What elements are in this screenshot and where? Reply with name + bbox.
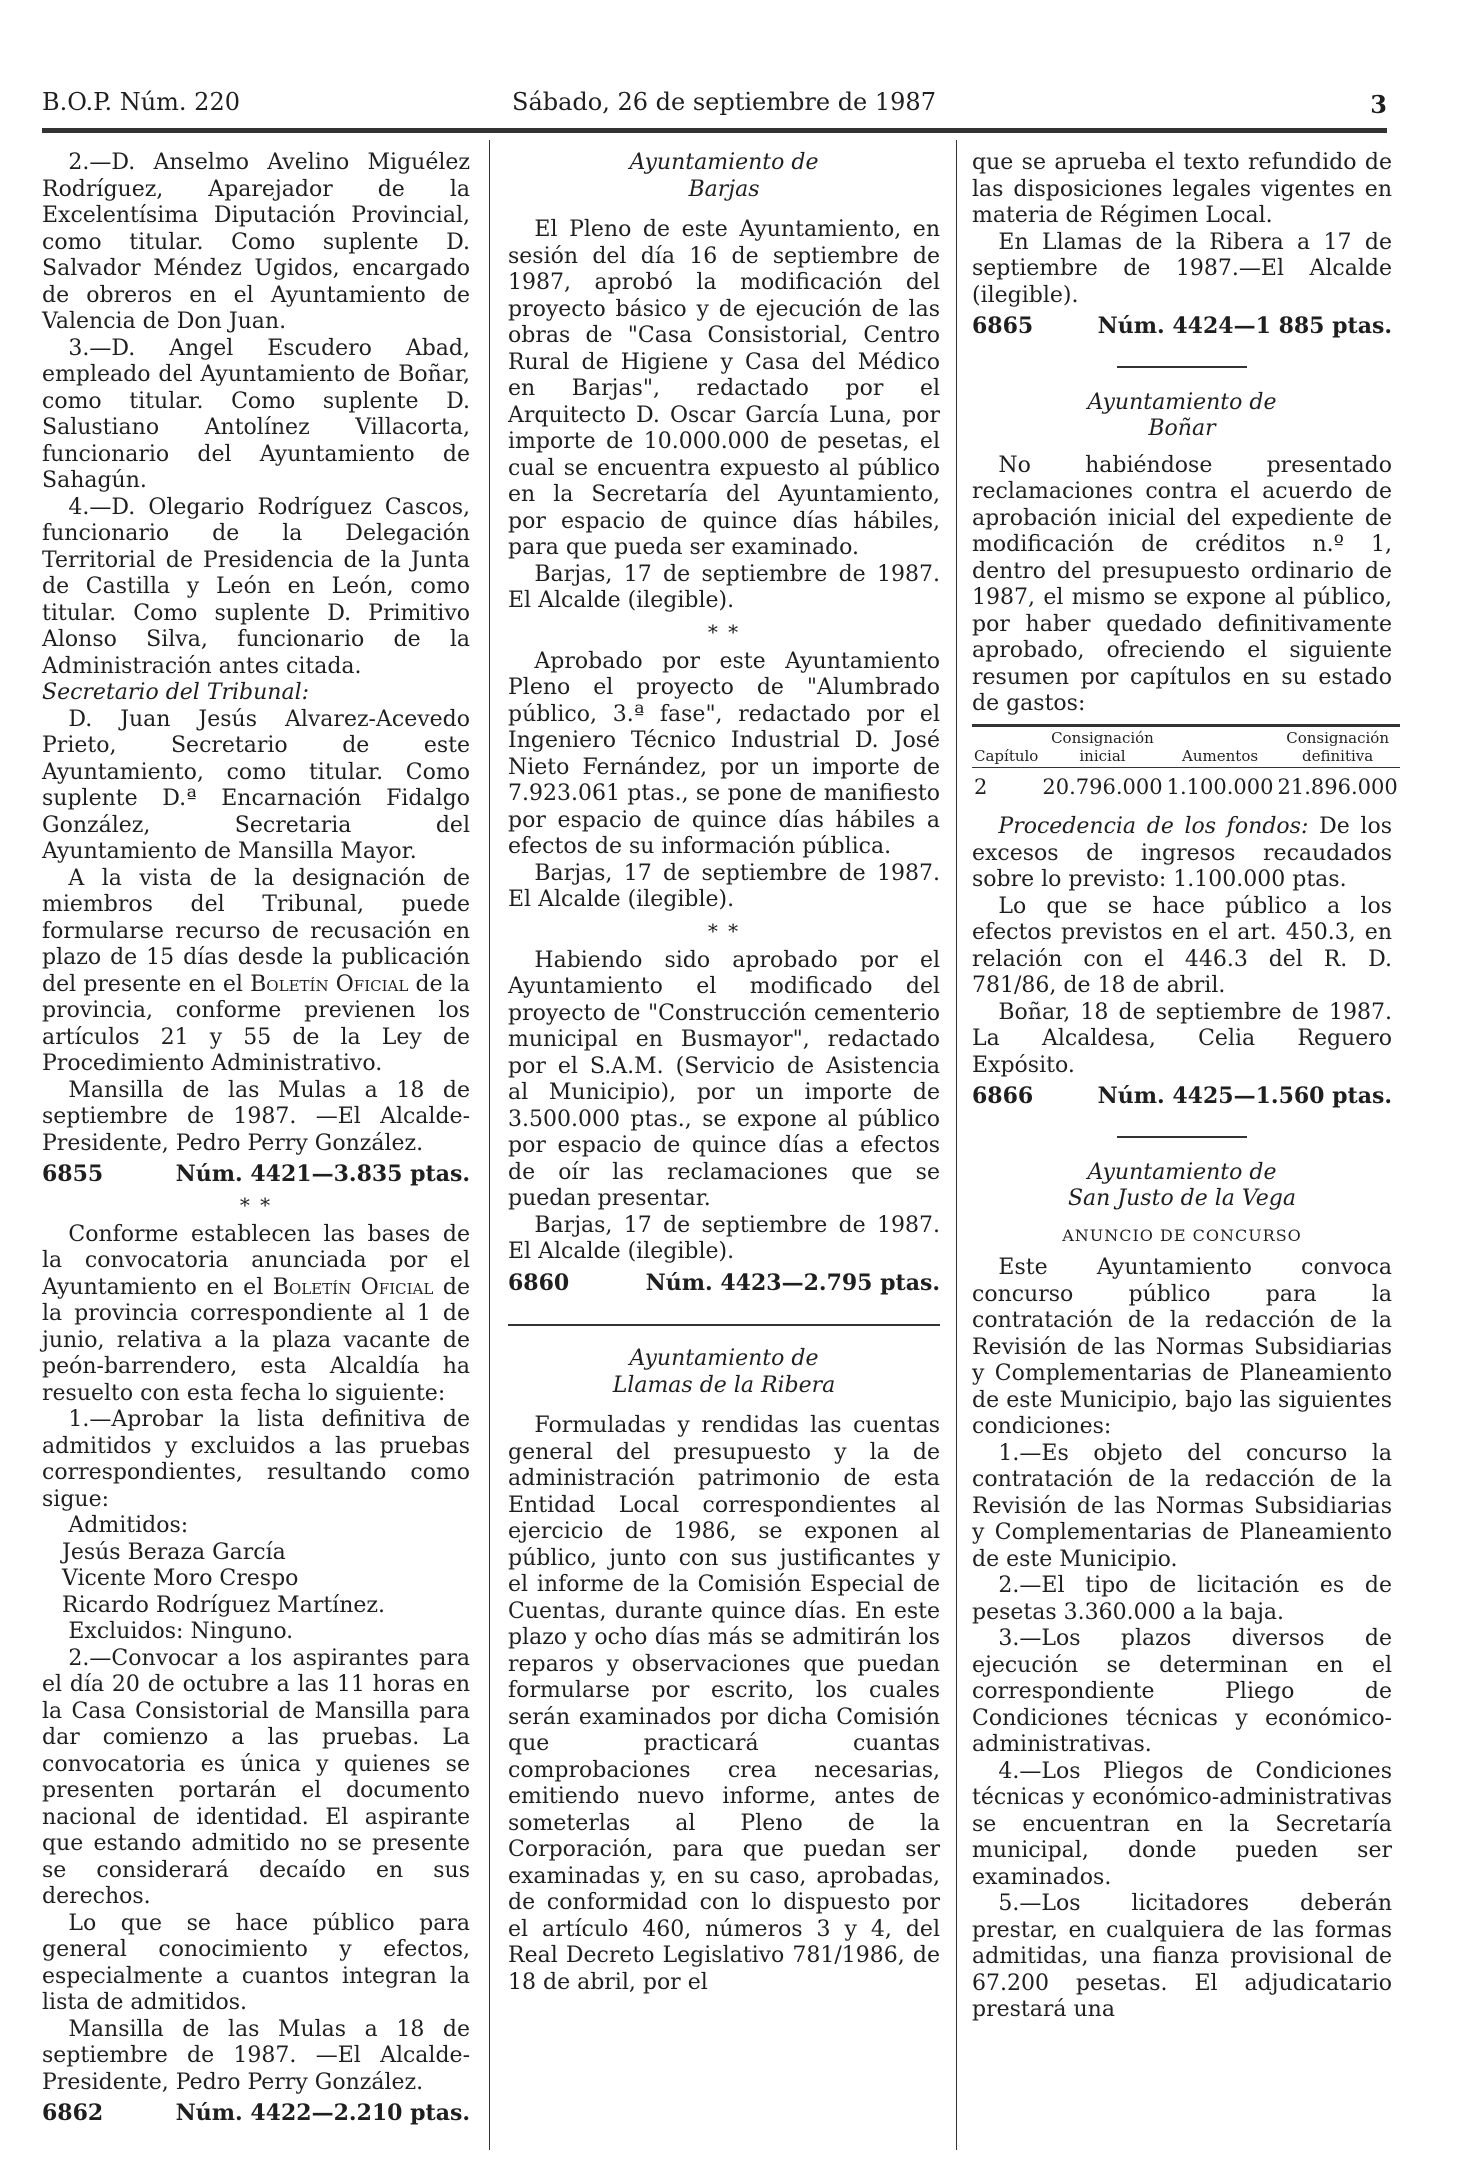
table-cell: 21.896.000 <box>1277 774 1398 799</box>
paragraph: 1.—Es objeto del concurso la contratación de la redacción de la Revisión de las Normas Subsidiarias y Complementarias de Planeamiento de este Municipio. <box>972 1440 1392 1572</box>
boletin-oficial: Boletín Oficial <box>250 971 409 997</box>
text-run: de la provincia, conforme previenen los artículos 21 y 55 de la Ley de Procedimiento Administrativo. <box>42 971 470 1076</box>
procedencia-label: Procedencia de los fondos: <box>998 814 1309 839</box>
entity-name: Boñar <box>1148 416 1216 441</box>
reference-fee: Núm. 4424—1 885 ptas. <box>1097 313 1392 339</box>
admitted-list <box>42 1540 470 1620</box>
entity-name: Barjas <box>688 176 760 202</box>
paragraph: 3.—D. Angel Escudero Abad, empleado del Ayuntamiento de Boñar, como titular. Como suplente D. Salustiano Antolínez Villacorta, funcionario del Ayuntamiento de Sahagún. <box>42 335 470 493</box>
section-divider <box>1117 366 1247 368</box>
notice-heading: ANUNCIO DE CONCURSO <box>1062 1225 1302 1245</box>
page-number: 3 <box>1370 90 1387 119</box>
reference-line <box>508 1270 940 1297</box>
budget-table <box>972 724 1400 807</box>
publication-date: Sábado, 26 de septiembre de 1987 <box>512 88 936 116</box>
signature: Boñar, 18 de septiembre de 1987. La Alcaldesa, Celia Reguero Expósito. <box>972 999 1392 1078</box>
entity-title: Ayuntamiento de <box>1087 1159 1277 1185</box>
paragraph <box>42 1222 470 1408</box>
paragraph <box>972 814 1392 894</box>
reference-line <box>42 2100 470 2127</box>
publication-number: B.O.P. Núm. 220 <box>42 88 240 116</box>
entity-name: San Justo de la Vega <box>1067 1186 1297 1211</box>
paragraph: Habiendo sido aprobado por el Ayuntamiento el modificado del proyecto de "Construcción cementerio municipal en Busmayor", redactado por el S.A.M. (Servicio de Asistencia al Municipio), por un importe de 3.500.000 ptas., se expone al público por espacio de quince días a efectos de oír las reclamaciones que se puedan presentar. <box>508 947 940 1211</box>
text-run: A la vista de la designación de miembros del Tribunal, puede formularse recurso de recusación en plazo de 15 días desde la publicación del presente en el <box>42 865 470 997</box>
reference-number: 6866 <box>972 1083 1034 1109</box>
table-header: Capítulo <box>974 746 1039 765</box>
entity-title: Ayuntamiento de <box>629 1346 819 1371</box>
paragraph: D. Juan Jesús Alvarez-Acevedo Prieto, Secretario de este Ayuntamiento, como titular. Como suplente D.ª Encarnación Fidalgo González, Secretaria del Ayuntamiento de Mansilla Mayor. <box>42 706 470 864</box>
section-divider <box>508 1324 940 1326</box>
table-cell: 1.100.000 <box>1166 774 1274 799</box>
column-3 <box>972 150 1398 2024</box>
boletin-oficial: Boletín Oficial <box>272 1274 434 1300</box>
section-divider <box>1117 1136 1247 1138</box>
reference-line <box>972 1083 1392 1110</box>
text-run: De los excesos de ingresos recaudados sobre lo previsto: 1.100.000 ptas. <box>972 814 1392 892</box>
table-cell: 20.796.000 <box>1042 774 1163 799</box>
entity-title: Ayuntamiento de <box>629 150 819 175</box>
secretario-label: Secretario del Tribunal: <box>42 680 310 705</box>
paragraph: Lo que se hace público para general conocimiento y efectos, especialmente a cuantos integran la lista de admitidos. <box>42 1910 470 2015</box>
excluidos: Excluidos: Ninguno. <box>68 1619 294 1644</box>
admitidos-label: Admitidos: <box>68 1513 189 1538</box>
paragraph: Formuladas y rendidas las cuentas general del presupuesto y la de administración patrimonio de esta Entidad Local correspondientes al ejercicio de 1986, se exponen al público, junto con sus justificantes y el informe de la Comisión Especial de Cuentas, durante quince días. En este plazo y ocho días más se admitirán los reparos y observaciones que puedan formularse por escrito, los cuales serán examinados por dicha Comisión que practicará cuantas comprobaciones crea necesarias, emitiendo nuevo informe, antes de someterlas al Pleno de la Corporación, para que puedan ser examinadas y, en su caso, aprobadas, de conformidad con lo dispuesto por el artículo 460, números 3 y 4, del Real Decreto Legislativo 781/1986, de 18 de abril, por el <box>508 1413 940 1995</box>
entity-name: Llamas de la Ribera <box>612 1372 836 1398</box>
header-rule <box>42 128 1387 133</box>
table-cell: 2 <box>974 774 988 799</box>
reference-fee: Núm. 4422—2.210 ptas. <box>175 2100 470 2126</box>
paragraph: Aprobado por este Ayuntamiento Pleno el proyecto de "Alumbrado público, 3.ª fase", redactado por el Ingeniero Técnico Industrial D. José Nieto Fernández, por un importe de 7.923.061 ptas., se pone de manifiesto por espacio de quince días hábiles a efectos de su información pública. <box>508 648 940 859</box>
table-header <box>1275 725 1399 767</box>
list-item: Ricardo Rodríguez Martínez. <box>62 1592 385 1618</box>
header-line: inicial <box>1079 746 1126 765</box>
paragraph: 2.—Convocar a los aspirantes para el día 20 de octubre a las 11 horas en la Casa Consistorial de Mansilla para dar comienzo a las pruebas. La convocatoria es única y quienes se presenten portarán el documento nacional de identidad. El aspirante que estando admitido no se presente se considerará decaído en sus derechos. <box>42 1645 470 1909</box>
paragraph: El Pleno de este Ayuntamiento, en sesión del día 16 de septiembre de 1987, aprobó la modificación del proyecto básico y de ejecución de las obras de "Casa Consistorial, Centro Rural de Higiene y Casa del Médico en Barjas", redactado por el Arquitecto D. Oscar García Luna, por importe de 10.000.000 de pesetas, el cual se encuentra expuesto al público en la Secretaría del Ayuntamiento, por espacio de quince días hábiles, para que pueda ser examinado. <box>508 217 940 560</box>
reference-number: 6855 <box>42 1161 104 1187</box>
list-item: Jesús Beraza García <box>62 1539 286 1565</box>
separator-stars: * * <box>707 918 741 943</box>
paragraph <box>42 866 470 1078</box>
text-run: Conforme establecen las bases de la convocatoria anunciada por el Ayuntamiento en el <box>42 1221 470 1300</box>
reference-line <box>972 313 1392 340</box>
signature: En Llamas de la Ribera a 17 de septiembre de 1987.—El Alcalde (ilegible). <box>972 229 1392 308</box>
signature: Mansilla de las Mulas a 18 de septiembre de 1987. —El Alcalde-Presidente, Pedro Perry González. <box>42 2016 470 2095</box>
paragraph: No habiéndose presentado reclamaciones contra el acuerdo de aprobación inicial del expediente de modificación de créditos n.º 1, dentro del presupuesto ordinario de 1987, el mismo se expone al público, por haber quedado definitivamente aprobado, ofreciendo el siguiente resumen por capítulos en su estado de gastos: <box>972 452 1392 716</box>
separator-stars: * * <box>239 1192 273 1217</box>
paragraph: 4.—D. Olegario Rodríguez Cascos, funcionario de la Delegación Territorial de Presidencia de la Junta de Castilla y León en León, como titular. Como suplente D. Primitivo Alonso Silva, funcionario de la Administración antes citada. <box>42 494 470 679</box>
column-divider <box>489 140 490 2150</box>
reference-line <box>42 1161 470 1188</box>
table-header: Aumentos <box>1182 746 1259 765</box>
paragraph: 1.—Aprobar la lista definitiva de admitidos y excluidos a las pruebas correspondientes, resultando como sigue: <box>42 1407 470 1512</box>
paragraph: que se aprueba el texto refundido de las disposiciones legales vigentes en materia de Régimen Local. <box>972 150 1392 228</box>
table-row <box>972 767 1400 806</box>
paragraph: Este Ayuntamiento convoca concurso público para la contratación de la redacción de la Revisión de las Normas Subsidiarias y Complementarias de Planeamiento de este Municipio, bajo las siguientes condiciones: <box>972 1255 1392 1439</box>
separator-stars: * * <box>707 619 741 644</box>
signature: Mansilla de las Mulas a 18 de septiembre de 1987. —El Alcalde-Presidente, Pedro Perry González. <box>42 1077 470 1156</box>
signature: Barjas, 17 de septiembre de 1987. El Alcalde (ilegible). <box>508 561 940 613</box>
signature: Barjas, 17 de septiembre de 1987. El Alcalde (ilegible). <box>508 860 940 912</box>
paragraph: 2.—El tipo de licitación es de pesetas 3.360.000 a la baja. <box>972 1573 1392 1625</box>
column-1 <box>42 150 470 2135</box>
page-header <box>42 80 1387 130</box>
reference-fee: Núm. 4423—2.795 ptas. <box>645 1269 940 1296</box>
list-item: Vicente Moro Crespo <box>62 1566 299 1591</box>
paragraph: 5.—Los licitadores deberán prestar, en cualquiera de las formas admitidas, una fianza provisional de 67.200 pesetas. El adjudicatario prestará una <box>972 1891 1392 2022</box>
signature: Barjas, 17 de septiembre de 1987. El Alcalde (ilegible). <box>508 1212 940 1264</box>
header-line: definitiva <box>1302 746 1374 765</box>
entity-title: Ayuntamiento de <box>1087 389 1277 415</box>
paragraph: Lo que se hace público a los efectos previstos en el art. 450.3, en relación con el 446.3 del R. D. 781/86, de 18 de abril. <box>972 893 1392 998</box>
text-run: de la provincia correspondiente al 1 de junio, relativa a la plaza vacante de peón-barrendero, esta Alcaldía ha resuelto con esta fecha lo siguiente: <box>42 1274 470 1406</box>
reference-number: 6860 <box>508 1269 570 1296</box>
paragraph: 3.—Los plazos diversos de ejecución se determinan en el correspondiente Pliego de Condiciones técnicas y económico-administrativas. <box>972 1626 1392 1757</box>
header-line: Consignación <box>1286 728 1389 747</box>
header-line: Consignación <box>1051 728 1154 747</box>
reference-fee: Núm. 4425—1.560 ptas. <box>1097 1083 1392 1109</box>
paragraph: 2.—D. Anselmo Avelino Miguélez Rodríguez, Aparejador de la Excelentísima Diputación Provincial, como titular. Como suplente D. Salvador Méndez Ugidos, encargado de obreros en el Ayuntamiento de Valencia de Don Juan. <box>42 150 470 334</box>
reference-number: 6865 <box>972 313 1034 339</box>
paragraph: 4.—Los Pliegos de Condiciones técnicas y económico-administrativas se encuentran en la Secretaría municipal, donde pueden ser examinados. <box>972 1758 1392 1890</box>
column-divider <box>956 140 957 2150</box>
reference-fee: Núm. 4421—3.835 ptas. <box>175 1161 470 1187</box>
reference-number: 6862 <box>42 2100 104 2126</box>
table-header <box>1040 725 1164 767</box>
column-2 <box>508 150 940 1996</box>
